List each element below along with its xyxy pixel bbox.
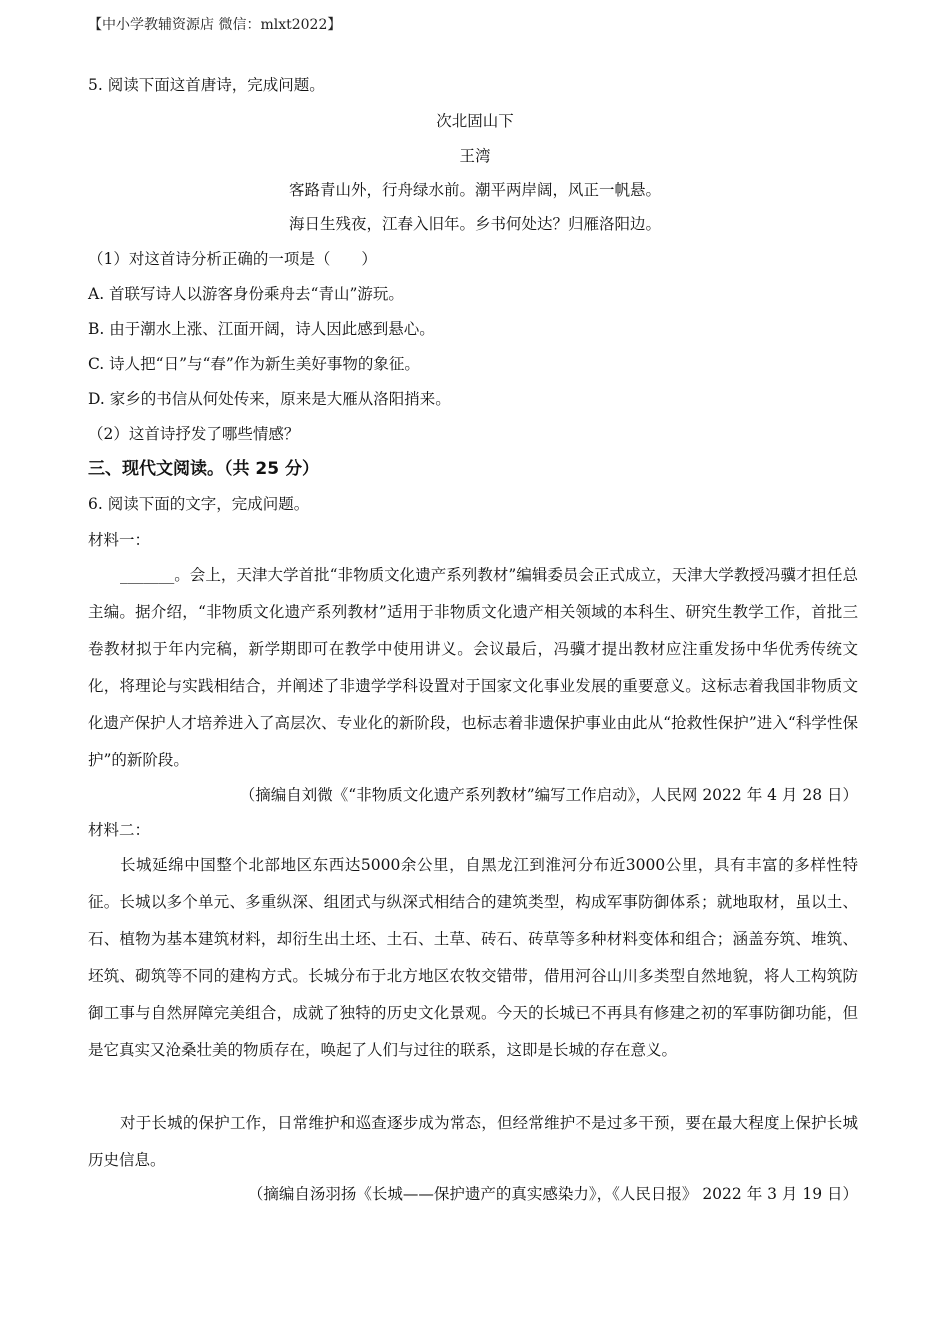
material-1-source: （摘编自刘微《“非物质文化遗产系列教材”编写工作启动》，人民网 2022 年 4 月 28 日） bbox=[239, 786, 858, 804]
poem-author: 王湾 bbox=[459, 147, 491, 165]
material-2-source: （摘编自汤羽扬《长城——保护遗产的真实感染力》，《人民日报》 2022 年 3 月 19 日） bbox=[247, 1185, 858, 1203]
material-2-label: 材料二： bbox=[88, 821, 151, 839]
material-2-paragraph-1: 长城延绵中国整个北部地区东西达5000余公里，自黑龙江到淮河分布近3000公里，具有丰富的多样性特征。长城以多个单元、多重纵深、组团式与纵深式相结合的建筑类型，构成军事防御体系；就地取材，虽以土、石、植物为基本建筑材料，却衍生出土坯、土石、土草、砖石、砖草等多种材料变体和组合；涵盖夯筑、堆筑、坯筑、砌筑等不同的建构方式。长城分布于北方地区农牧交错带，借用河谷山川多类型自然地貌，将人工构筑防御工事与自然屏障完美组合，成就了独特的历史文化景观。今天的长城已不再具有修建之初的军事防御功能，但是它真实又沧桑壮美的物质存在，唤起了人们与过往的联系，这即是长城的存在意义。 bbox=[88, 856, 858, 1059]
material-1-text: _______。会上，天津大学首批“非物质文化遗产系列教材”编辑委员会正式成立，天津大学教授冯骥才担任总主编。据介绍，“非物质文化遗产系列教材”适用于非物质文化遗产相关领域的本科生、研究生教学工作，首批三卷教材拟于年内完稿，新学期即可在教学中使用讲义。会议最后，冯骥才提出教材应注重发扬中华优秀传统文化，将理论与实践相结合，并阐述了非遗学学科设置对于国家文化事业发展的重要意义。这标志着我国非物质文化遗产保护人才培养进入了高层次、专业化的新阶段，也标志着非遗保护事业由此从“抢救性保护”进入“科学性保护”的新阶段。 bbox=[88, 566, 858, 769]
option-c: C. 诗人把“日”与“春”作为新生美好事物的象征。 bbox=[88, 355, 420, 373]
option-a: A. 首联写诗人以游客身份乘舟去“青山”游玩。 bbox=[88, 285, 404, 303]
poem-title: 次北固山下 bbox=[436, 112, 514, 130]
poem-line-2: 海日生残夜，江春入旧年。乡书何处达？归雁洛阳边。 bbox=[288, 215, 661, 233]
section-3-heading: 三、现代文阅读。（共 25 分） bbox=[88, 459, 319, 479]
option-d: D. 家乡的书信从何处传来，原来是大雁从洛阳捎来。 bbox=[88, 390, 451, 408]
sub-question-2: （2）这首诗抒发了哪些情感？ bbox=[88, 425, 300, 443]
option-b: B. 由于潮水上涨、江面开阔，诗人因此感到悬心。 bbox=[88, 320, 435, 338]
question-6-prompt: 6. 阅读下面的文字，完成问题。 bbox=[88, 495, 310, 513]
watermark: 【中小学教辅资源店 微信：mlxt2022】 bbox=[88, 17, 342, 33]
poem-line-1: 客路青山外，行舟绿水前。潮平两岸阔，风正一帆悬。 bbox=[288, 181, 661, 199]
question-5-prompt: 5. 阅读下面这首唐诗，完成问题。 bbox=[88, 76, 325, 94]
material-1-label: 材料一： bbox=[88, 531, 151, 549]
material-2-paragraph-2: 对于长城的保护工作，日常维护和巡查逐步成为常态，但经常维护不是过多干预，要在最大程度上保护长城历史信息。 bbox=[88, 1114, 858, 1169]
sub-question-1: （1）对这首诗分析正确的一项是（ ） bbox=[88, 250, 377, 268]
